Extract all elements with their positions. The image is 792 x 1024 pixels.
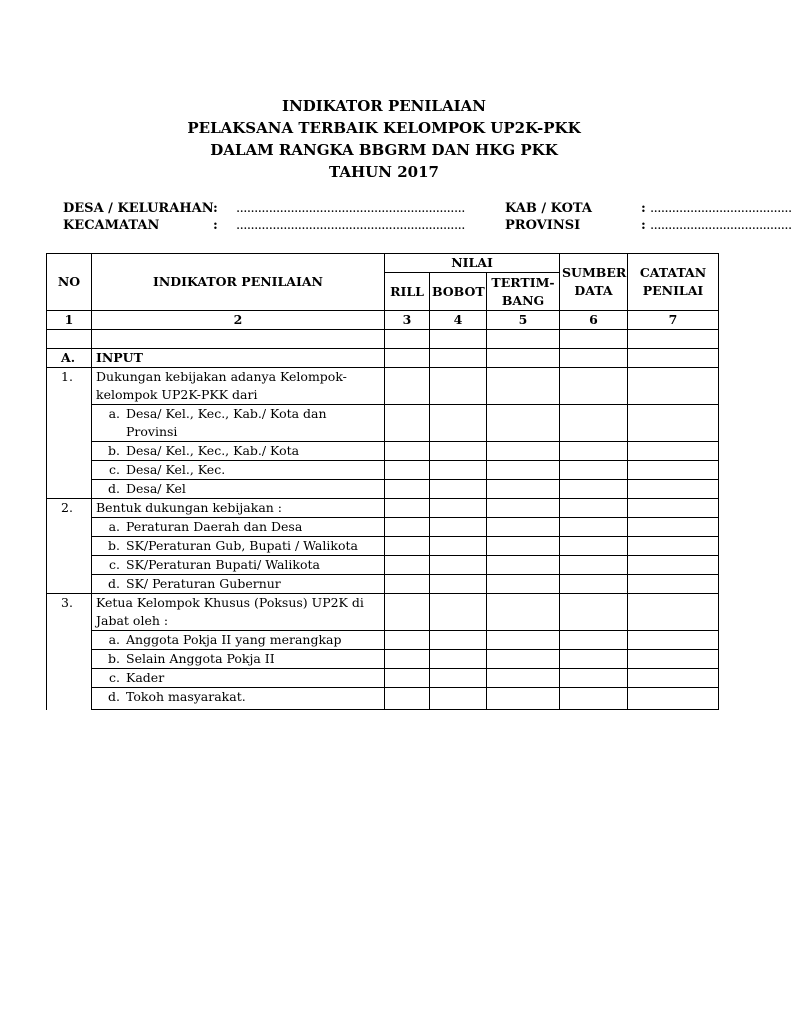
cell[interactable] xyxy=(385,442,430,461)
title-line-3: DALAM RANGKA BBGRM DAN HKG PKK xyxy=(210,141,558,159)
title-line-2: PELAKSANA TERBAIK KELOMPOK UP2K-PKK xyxy=(187,119,581,137)
kecamatan-colon: : xyxy=(213,218,218,233)
table-row xyxy=(47,594,719,631)
kecamatan-field[interactable]: ............................................................... xyxy=(236,218,465,233)
sub-letter: a. xyxy=(108,519,120,534)
item-text-line: Dukungan kebijakan adanya Kelompok- xyxy=(96,369,347,384)
header-sumber-line1: SUMBER xyxy=(562,265,627,280)
sub-item xyxy=(92,688,385,710)
cell[interactable] xyxy=(628,594,719,631)
desa-field[interactable]: ............................................................... xyxy=(236,201,465,216)
cell[interactable] xyxy=(560,368,628,405)
cell[interactable] xyxy=(487,368,560,405)
cell[interactable] xyxy=(628,349,719,368)
item-no: 1. xyxy=(47,368,92,405)
sub-item xyxy=(92,556,385,575)
cell[interactable] xyxy=(385,688,430,710)
cell[interactable] xyxy=(560,594,628,631)
cell[interactable] xyxy=(560,518,628,537)
cell[interactable] xyxy=(628,330,719,349)
kab-label: KAB / KOTA xyxy=(505,201,592,216)
section-a-row xyxy=(47,349,719,368)
sub-item xyxy=(92,480,385,499)
cell[interactable] xyxy=(385,405,430,442)
cell[interactable] xyxy=(430,650,487,669)
sub-letter: b. xyxy=(108,443,120,458)
kecamatan-label: KECAMATAN xyxy=(63,218,160,233)
cell[interactable] xyxy=(560,631,628,650)
cell[interactable] xyxy=(628,461,719,480)
cell[interactable] xyxy=(487,330,560,349)
cell[interactable] xyxy=(385,518,430,537)
table-row xyxy=(47,442,719,461)
title-line-1: INDIKATOR PENILAIAN xyxy=(282,97,486,115)
cell[interactable] xyxy=(628,480,719,499)
cell[interactable] xyxy=(385,631,430,650)
cell xyxy=(47,631,92,650)
cell[interactable] xyxy=(430,594,487,631)
cell[interactable] xyxy=(487,537,560,556)
cell[interactable] xyxy=(628,575,719,594)
cell[interactable] xyxy=(430,405,487,442)
sub-text: Tokoh masyarakat. xyxy=(126,689,246,704)
cell xyxy=(47,669,92,688)
sub-item xyxy=(92,669,385,688)
sub-text-line: Desa/ Kel., Kec., Kab./ Kota dan xyxy=(126,406,327,421)
col-number: 2 xyxy=(92,311,385,330)
header-catatan-line2: PENILAI xyxy=(642,283,704,298)
cell[interactable] xyxy=(487,556,560,575)
cell[interactable] xyxy=(487,594,560,631)
header-tertimbang-line2: BANG xyxy=(501,292,545,308)
provinsi-colon: : xyxy=(641,218,646,233)
sub-text: Selain Anggota Pokja II xyxy=(126,651,275,666)
table-row xyxy=(47,537,719,556)
desa-label: DESA / KELURAHAN xyxy=(63,201,214,216)
table-row xyxy=(47,631,719,650)
cell xyxy=(47,330,92,349)
sub-text xyxy=(126,405,374,441)
cell[interactable] xyxy=(487,405,560,442)
cell[interactable] xyxy=(560,575,628,594)
item-text-line: kelompok UP2K-PKK dari xyxy=(96,387,258,402)
sub-text: Peraturan Daerah dan Desa xyxy=(126,519,303,534)
cell xyxy=(47,518,92,537)
assessment-table xyxy=(46,253,719,710)
cell[interactable] xyxy=(487,575,560,594)
item-text: Bentuk dukungan kebijakan : xyxy=(92,499,385,518)
cell[interactable] xyxy=(628,368,719,405)
col-number: 6 xyxy=(560,311,628,330)
header-catatan-penilai xyxy=(628,254,719,311)
provinsi-field[interactable]: ....................................... xyxy=(650,218,792,233)
table-row xyxy=(47,650,719,669)
item-text xyxy=(92,368,385,405)
cell[interactable] xyxy=(430,330,487,349)
sub-text: Desa/ Kel., Kec. xyxy=(126,462,226,477)
cell[interactable] xyxy=(628,556,719,575)
cell[interactable] xyxy=(487,499,560,518)
cell[interactable] xyxy=(628,650,719,669)
provinsi-label: PROVINSI xyxy=(505,218,581,233)
table-row xyxy=(47,368,719,405)
cell[interactable] xyxy=(487,461,560,480)
item-no: 2. xyxy=(47,499,92,518)
cell[interactable] xyxy=(385,480,430,499)
cell[interactable] xyxy=(628,499,719,518)
cell[interactable] xyxy=(385,575,430,594)
cell[interactable] xyxy=(560,330,628,349)
sub-item xyxy=(92,518,385,537)
sub-text: SK/Peraturan Gub, Bupati / Walikota xyxy=(126,538,358,553)
cell[interactable] xyxy=(628,518,719,537)
table-row xyxy=(47,575,719,594)
item-no: 3. xyxy=(47,594,92,631)
sub-text: Kader xyxy=(126,670,165,685)
header-tertimbang xyxy=(487,273,560,311)
cell xyxy=(47,405,92,442)
cell[interactable] xyxy=(430,480,487,499)
document-title xyxy=(0,95,768,183)
cell[interactable] xyxy=(487,688,560,710)
cell[interactable] xyxy=(560,499,628,518)
cell[interactable] xyxy=(385,537,430,556)
table-row xyxy=(47,669,719,688)
sub-letter: d. xyxy=(108,576,120,591)
sub-item xyxy=(92,461,385,480)
header-sumber-line2: DATA xyxy=(574,283,613,298)
header-no: NO xyxy=(47,254,92,311)
cell[interactable] xyxy=(487,480,560,499)
cell[interactable] xyxy=(487,349,560,368)
cell[interactable] xyxy=(385,650,430,669)
cell[interactable] xyxy=(487,518,560,537)
table-row xyxy=(47,556,719,575)
cell xyxy=(47,556,92,575)
sub-text: Desa/ Kel., Kec., Kab./ Kota xyxy=(126,443,300,458)
item-text-line: Jabat oleh : xyxy=(96,613,169,628)
col-number: 3 xyxy=(385,311,430,330)
cell[interactable] xyxy=(385,594,430,631)
cell[interactable] xyxy=(430,499,487,518)
header-bobot: BOBOT xyxy=(430,273,487,311)
sub-letter: c. xyxy=(109,462,120,477)
cell xyxy=(47,650,92,669)
sub-text: SK/ Peraturan Gubernur xyxy=(126,576,281,591)
table-row xyxy=(47,688,719,710)
cell[interactable] xyxy=(487,650,560,669)
table-row xyxy=(47,480,719,499)
sub-item xyxy=(92,405,385,442)
cell[interactable] xyxy=(430,518,487,537)
kab-field[interactable]: ....................................... xyxy=(650,201,792,216)
table-row xyxy=(47,499,719,518)
cell[interactable] xyxy=(430,631,487,650)
cell xyxy=(47,537,92,556)
cell[interactable] xyxy=(560,556,628,575)
cell[interactable] xyxy=(628,537,719,556)
cell xyxy=(47,442,92,461)
cell[interactable] xyxy=(628,688,719,710)
sub-text-line: Provinsi xyxy=(126,424,178,439)
sub-letter: d. xyxy=(108,481,120,496)
sub-letter: a. xyxy=(108,632,120,647)
cell[interactable] xyxy=(385,368,430,405)
title-line-4: TAHUN 2017 xyxy=(329,163,439,181)
cell[interactable] xyxy=(487,669,560,688)
cell[interactable] xyxy=(560,650,628,669)
cell[interactable] xyxy=(385,330,430,349)
item-text-line: Ketua Kelompok Khusus (Poksus) UP2K di xyxy=(96,595,364,610)
cell[interactable] xyxy=(628,442,719,461)
sub-item xyxy=(92,650,385,669)
col-number: 1 xyxy=(47,311,92,330)
cell[interactable] xyxy=(487,442,560,461)
header-tertimbang-line1: TERTIM- xyxy=(491,274,555,290)
cell[interactable] xyxy=(430,575,487,594)
sub-letter: c. xyxy=(109,670,120,685)
table-row xyxy=(47,405,719,442)
header-rill: RILL xyxy=(385,273,430,311)
cell xyxy=(47,575,92,594)
sub-item xyxy=(92,442,385,461)
cell[interactable] xyxy=(560,442,628,461)
cell[interactable] xyxy=(385,461,430,480)
cell[interactable] xyxy=(430,556,487,575)
sub-item xyxy=(92,537,385,556)
cell xyxy=(92,330,385,349)
kab-colon: : xyxy=(641,201,646,216)
sub-letter: b. xyxy=(108,651,120,666)
header-indikator: INDIKATOR PENILAIAN xyxy=(92,254,385,311)
cell[interactable] xyxy=(628,669,719,688)
cell[interactable] xyxy=(430,461,487,480)
cell[interactable] xyxy=(430,669,487,688)
item-text xyxy=(92,594,385,631)
col-number: 7 xyxy=(628,311,719,330)
cell[interactable] xyxy=(560,405,628,442)
sub-letter: b. xyxy=(108,538,120,553)
cell[interactable] xyxy=(487,631,560,650)
cell[interactable] xyxy=(430,368,487,405)
cell[interactable] xyxy=(430,349,487,368)
sub-text: Desa/ Kel xyxy=(126,481,186,496)
cell[interactable] xyxy=(628,631,719,650)
cell[interactable] xyxy=(385,669,430,688)
header-sumber-data xyxy=(560,254,628,311)
cell xyxy=(47,688,92,710)
blank-row xyxy=(47,330,719,349)
section-no: A. xyxy=(47,349,92,368)
desa-colon: : xyxy=(213,201,218,216)
sub-text: SK/Peraturan Bupati/ Walikota xyxy=(126,557,320,572)
sub-text: Anggota Pokja II yang merangkap xyxy=(126,632,342,647)
sub-letter: c. xyxy=(109,557,120,572)
info-row-desa xyxy=(0,200,792,217)
section-label: INPUT xyxy=(92,349,385,368)
col-number: 5 xyxy=(487,311,560,330)
header-nilai: NILAI xyxy=(385,254,560,273)
cell xyxy=(47,461,92,480)
cell[interactable] xyxy=(385,349,430,368)
sub-item xyxy=(92,575,385,594)
cell[interactable] xyxy=(560,480,628,499)
info-row-kecamatan xyxy=(0,217,792,234)
cell xyxy=(47,480,92,499)
col-number: 4 xyxy=(430,311,487,330)
header-catatan-line1: CATATAN xyxy=(639,265,707,280)
cell[interactable] xyxy=(430,537,487,556)
cell[interactable] xyxy=(430,442,487,461)
column-number-row xyxy=(47,311,719,330)
cell[interactable] xyxy=(560,537,628,556)
cell[interactable] xyxy=(560,688,628,710)
cell[interactable] xyxy=(560,669,628,688)
cell[interactable] xyxy=(430,688,487,710)
sub-letter: a. xyxy=(108,406,120,421)
cell[interactable] xyxy=(560,461,628,480)
cell[interactable] xyxy=(385,499,430,518)
sub-item xyxy=(92,631,385,650)
cell[interactable] xyxy=(560,349,628,368)
cell[interactable] xyxy=(385,556,430,575)
table-row xyxy=(47,518,719,537)
table-row xyxy=(47,461,719,480)
sub-letter: d. xyxy=(108,689,120,704)
cell[interactable] xyxy=(628,405,719,442)
